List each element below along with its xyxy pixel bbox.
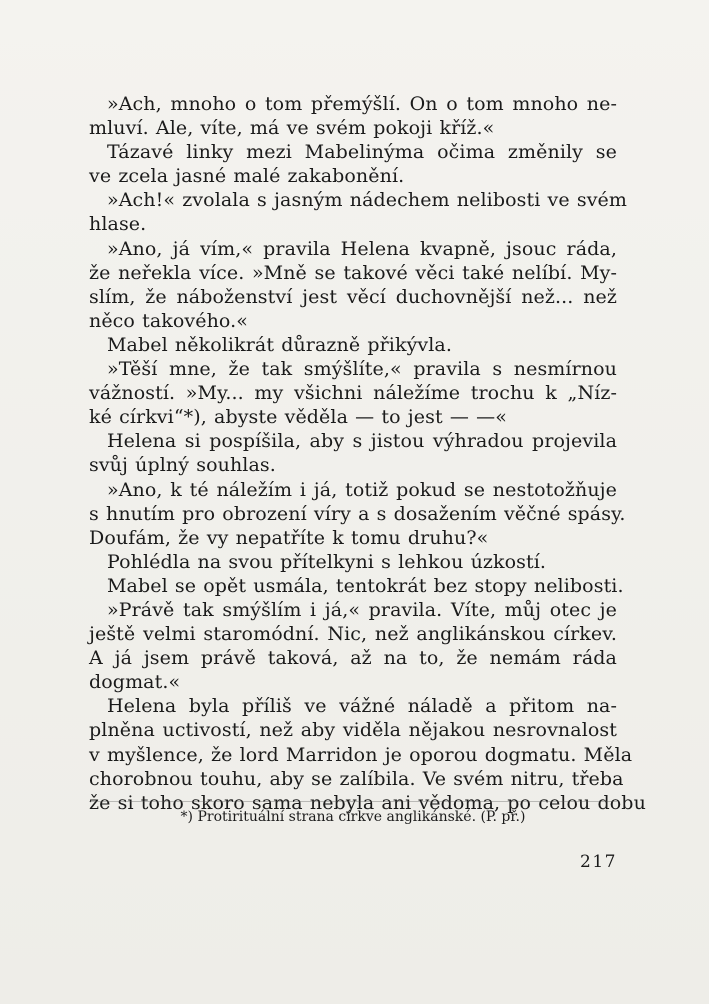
text-line-10: něco takového.« (89, 309, 248, 332)
text-line-13: vážností. »My... my všichni náležíme trochu k „Níz- (89, 382, 617, 405)
text-line-18: s hnutím pro obrození víry a s dosažením věčné spásy. (89, 502, 626, 525)
text-line-3: Tázavé linky mezi Mabelinýma očima změnily se (107, 141, 617, 164)
text-line-15: Helena si pospíšila, aby s jistou výhradou projevila (107, 430, 617, 453)
text-line-26: Helena byla příliš ve vážné náladě a přitom na- (107, 695, 617, 718)
text-line-17: »Ano, k té náležím i já, totiž pokud se nestotožňuje (107, 478, 617, 501)
text-line-16: svůj úplný souhlas. (89, 454, 276, 477)
body-text (89, 92, 646, 815)
text-line-11: Mabel několikrát důrazně přikývla. (107, 333, 452, 356)
text-line-4: ve zcela jasné malé zakabonění. (89, 165, 405, 188)
text-line-5: »Ach!« zvolala s jasným nádechem nelibosti ve svém (107, 189, 627, 212)
text-line-28: v myšlence, že lord Marridon je oporou dogmatu. Měla (89, 743, 633, 766)
footnote-divider (89, 801, 617, 802)
text-line-1: »Ach, mnoho o tom přemýšlí. On o tom mnoho ne- (107, 93, 617, 115)
text-line-24: A já jsem právě taková, až na to, že nemám ráda (89, 647, 617, 670)
text-line-14: ké církvi“*), abyste věděla — to jest — —« (89, 406, 507, 429)
footnote: *) Protirituální strana církve anglikánské. (P. př.) (180, 809, 526, 825)
text-line-30: že si toho skoro sama nebyla ani vědoma, po celou dobu (89, 791, 646, 814)
text-line-2: mluví. Ale, víte, má ve svém pokoji kříž.« (89, 117, 495, 140)
text-line-22: »Právě tak smýšlím i já,« pravila. Víte, můj otec je (107, 598, 617, 621)
text-line-9: slím, že náboženství jest věcí duchovnější než... než (89, 285, 617, 308)
text-line-6: hlase. (89, 213, 147, 236)
text-line-29: chorobnou touhu, aby se zalíbila. Ve svém nitru, třeba (89, 767, 624, 790)
text-line-19: Doufám, že vy nepatříte k tomu druhu?« (89, 526, 489, 549)
text-line-12: »Těší mne, že tak smýšlíte,« pravila s nesmírnou (107, 358, 617, 381)
text-line-20: Pohlédla na svou přítelkyni s lehkou úzkostí. (107, 550, 547, 573)
text-line-8: že neřekla více. »Mně se takové věci také nelíbí. My- (89, 261, 617, 284)
text-line-21: Mabel se opět usmála, tentokrát bez stopy nelibosti. (107, 574, 624, 597)
text-line-25: dogmat.« (89, 671, 181, 694)
text-line-23: ještě velmi staromódní. Nic, než anglikánskou církev. (89, 623, 617, 646)
page-number: 217 (580, 852, 617, 872)
text-line-27: plněna uctivostí, než aby viděla nějakou nesrovnalost (89, 719, 617, 742)
text-line-7: »Ano, já vím,« pravila Helena kvapně, jsouc ráda, (107, 237, 617, 260)
